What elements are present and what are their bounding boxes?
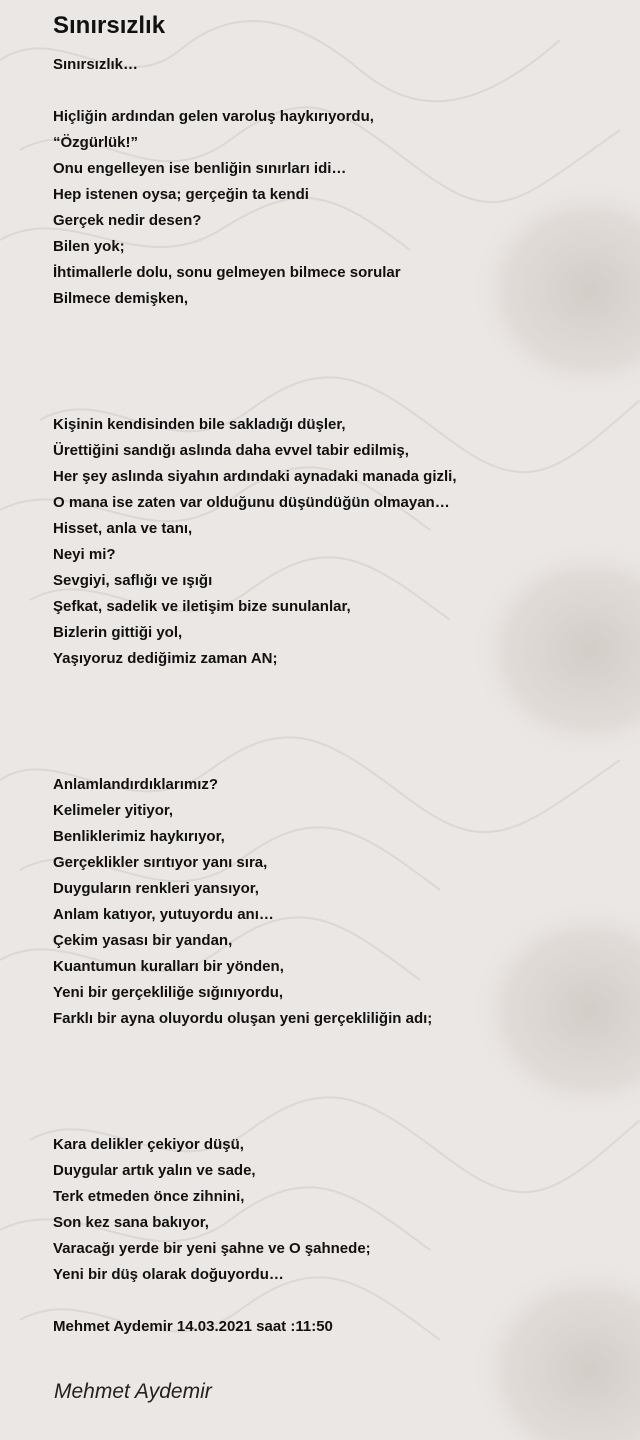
poem-line: Kelimeler yitiyor, bbox=[53, 802, 174, 819]
poem-line: Son kez sana bakıyor, bbox=[53, 1214, 209, 1231]
poem-line: Farklı bir ayna oluyordu oluşan yeni gerçekliliğin adı; bbox=[53, 1010, 433, 1027]
poem-line: Sınırsızlık… bbox=[53, 56, 139, 73]
poem-line: Hiçliğin ardından gelen varoluş haykırıyordu, bbox=[53, 108, 374, 125]
poem-line: Ürettiğini sandığı aslında daha evvel tabir edilmiş, bbox=[53, 442, 409, 459]
poem-line: Yeni bir düş olarak doğuyordu… bbox=[53, 1266, 284, 1283]
poem-line: Kişinin kendisinden bile sakladığı düşler, bbox=[53, 416, 346, 433]
poem-line: Duyguların renkleri yansıyor, bbox=[53, 880, 259, 897]
poem-line: Sevgiyi, saflığı ve ışığı bbox=[53, 572, 213, 589]
poem-title: Sınırsızlık bbox=[53, 12, 166, 39]
poem-line: “Özgürlük!” bbox=[53, 134, 138, 151]
poem-line: Anlamlandırdıklarımız? bbox=[53, 776, 219, 793]
poem-line: Kuantumun kuralları bir yönden, bbox=[53, 958, 284, 975]
poem-line: Hisset, anla ve tanı, bbox=[53, 520, 193, 537]
poem-line: Yeni bir gerçekliliğe sığınıyordu, bbox=[53, 984, 284, 1001]
poem-line: Gerçek nedir desen? bbox=[53, 212, 202, 229]
poem-line: Kara delikler çekiyor düşü, bbox=[53, 1136, 244, 1153]
poem-line: O mana ise zaten var olduğunu düşündüğün olmayan… bbox=[53, 494, 450, 511]
poem-line: Bilen yok; bbox=[53, 238, 125, 255]
poem-line: Bizlerin gittiği yol, bbox=[53, 624, 183, 641]
poem-line: Anlam katıyor, yutuyordu anı… bbox=[53, 906, 274, 923]
author-name: Mehmet Aydemir bbox=[54, 1380, 212, 1403]
poem-line: Duygular artık yalın ve sade, bbox=[53, 1162, 256, 1179]
poem-line: Onu engelleyen ise benliğin sınırları idi… bbox=[53, 160, 347, 177]
poem-line: Hep istenen oysa; gerçeğin ta kendi bbox=[53, 186, 309, 203]
poem-line: Benliklerimiz haykırıyor, bbox=[53, 828, 225, 845]
poem-line: Gerçeklikler sırıtıyor yanı sıra, bbox=[53, 854, 268, 871]
poem-line: Varacağı yerde bir yeni şahne ve O şahnede; bbox=[53, 1240, 371, 1257]
poem-line: Bilmece demişken, bbox=[53, 290, 189, 307]
poem-line: İhtimallerle dolu, sonu gelmeyen bilmece sorular bbox=[53, 264, 401, 281]
poem-line: Yaşıyoruz dediğimiz zaman AN; bbox=[53, 650, 278, 667]
poem-line: Terk etmeden önce zihnini, bbox=[53, 1188, 245, 1205]
poem-signature-line: Mehmet Aydemir 14.03.2021 saat :11:50 bbox=[53, 1318, 333, 1335]
poem-line: Her şey aslında siyahın ardındaki aynadaki manada gizli, bbox=[53, 468, 457, 485]
poem-line: Şefkat, sadelik ve iletişim bize sunulanlar, bbox=[53, 598, 351, 615]
poem-line: Neyi mi? bbox=[53, 546, 116, 563]
poem-line: Çekim yasası bir yandan, bbox=[53, 932, 233, 949]
